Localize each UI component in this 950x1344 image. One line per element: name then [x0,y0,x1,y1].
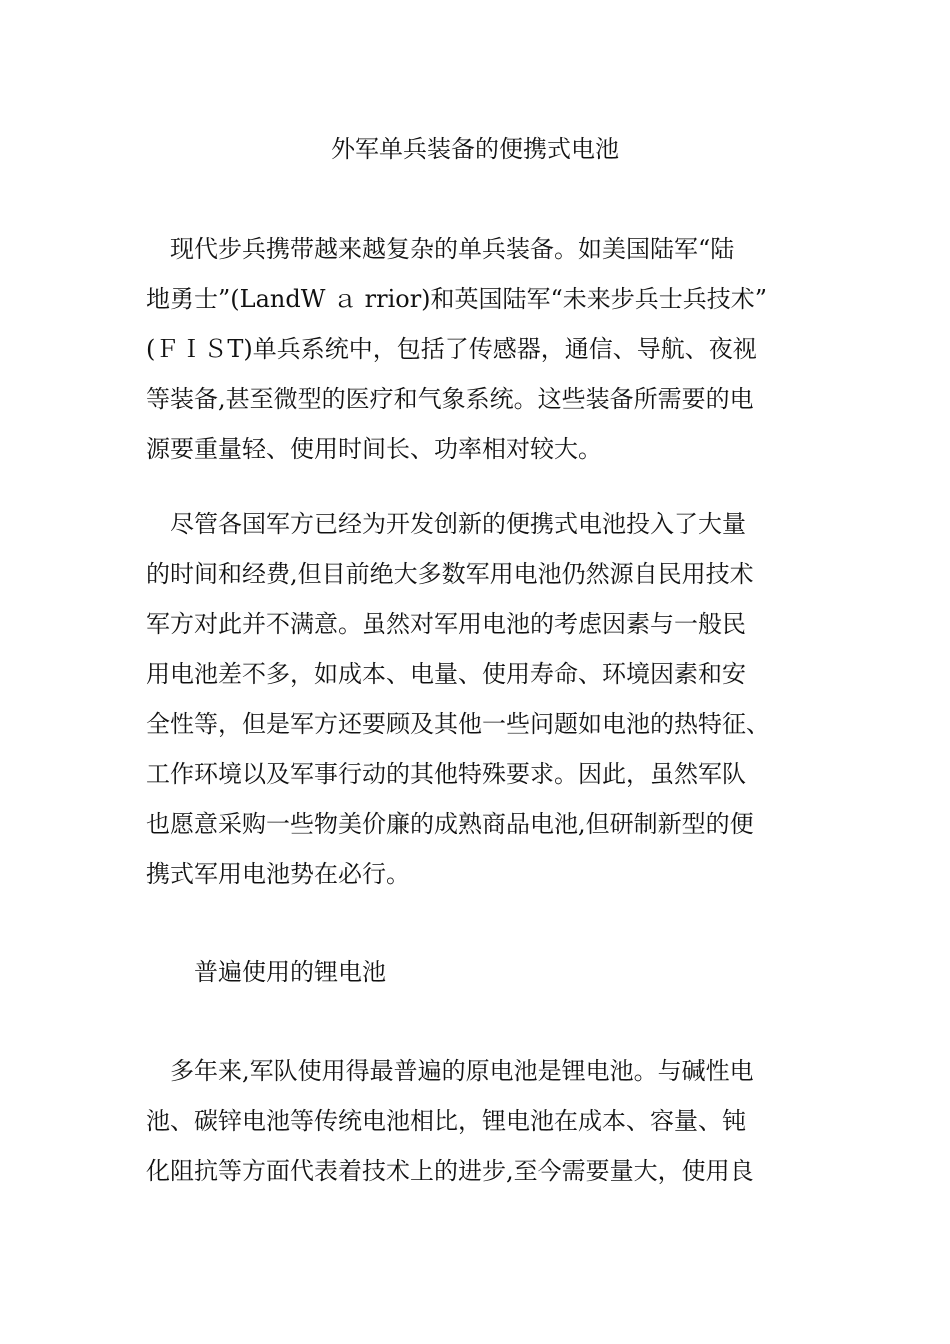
paragraph-2-line-2: 的时间和经费,但目前绝大多数军用电池仍然源自民用技术 [146,560,754,588]
document-title: 外军单兵装备的便携式电池 [331,135,619,163]
paragraph-2-line-3: 军方对此并不满意。虽然对军用电池的考虑因素与一般民 [146,610,746,638]
paragraph-1-line-3: (ＦＩＳT)单兵系统中，包括了传感器，通信、导航、夜视 [146,335,757,363]
paragraph-3-line-1: 多年来,军队使用得最普遍的原电池是锂电池。与碱性电 [146,1057,754,1085]
paragraph-2-line-7: 也愿意采购一些物美价廉的成熟商品电池,但研制新型的便 [146,810,754,838]
paragraph-1-line-2: 地勇士”(LandW ａ rrior)和英国陆军“未来步兵士兵技术” [146,285,768,313]
paragraph-2-line-5: 全性等，但是军方还要顾及其他一些问题如电池的热特征、 [146,710,770,738]
paragraph-2-line-1: 尽管各国军方已经为开发创新的便携式电池投入了大量 [146,510,746,538]
paragraph-1-line-1: 现代步兵携带越来越复杂的单兵装备。如美国陆军“陆 [146,235,735,263]
paragraph-2-line-8: 携式军用电池势在必行。 [146,860,410,888]
paragraph-1-line-5: 源要重量轻、使用时间长、功率相对较大。 [146,435,602,463]
paragraph-3-line-2: 池、碳锌电池等传统电池相比，锂电池在成本、容量、钝 [146,1107,746,1135]
paragraph-2-line-6: 工作环境以及军事行动的其他特殊要求。因此，虽然军队 [146,760,746,788]
section-heading: 普遍使用的锂电池 [146,958,386,986]
paragraph-1-line-4: 等装备,甚至微型的医疗和气象系统。这些装备所需要的电 [146,385,754,413]
paragraph-2-line-4: 用电池差不多，如成本、电量、使用寿命、环境因素和安 [146,660,746,688]
paragraph-3-line-3: 化阻抗等方面代表着技术上的进步,至今需要量大，使用良 [146,1157,754,1185]
